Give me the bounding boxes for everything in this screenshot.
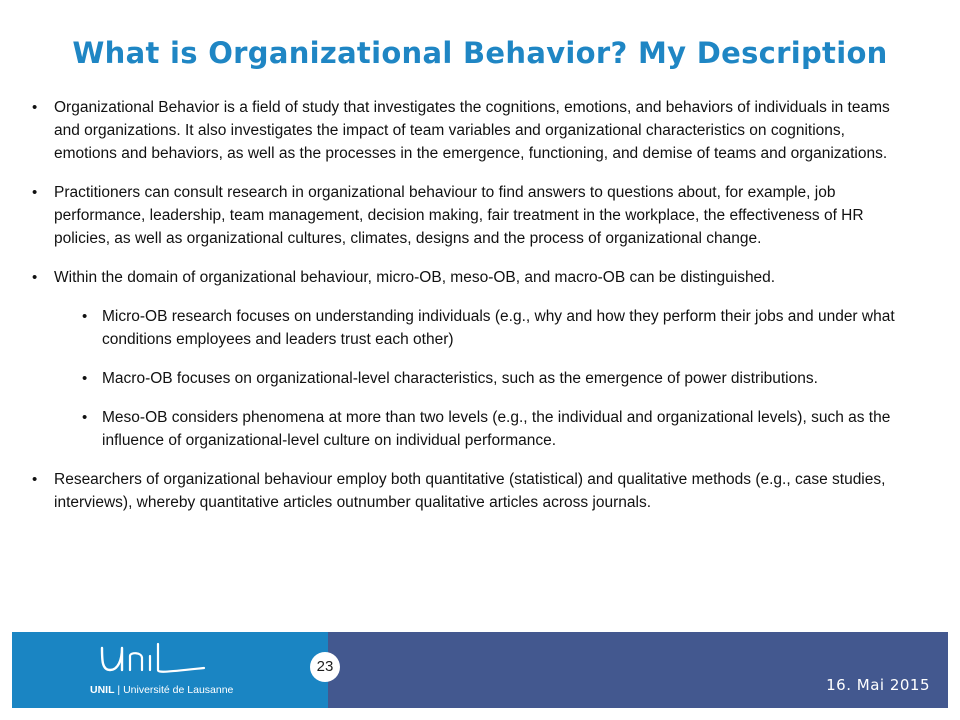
bullet-ob-definition (30, 96, 910, 165)
bullet-marker: • (82, 409, 88, 426)
sub-bullet-meso-ob (80, 406, 910, 452)
logo-org: UNIL (90, 684, 115, 696)
unil-wordmark-icon (96, 640, 206, 678)
bullet-text: Macro-OB focuses on organizational-level characteristics, such as the emergence of power distributions. (102, 370, 818, 387)
slide-title: What is Organizational Behavior? My Description (72, 36, 888, 70)
bullet-research-methods (30, 468, 910, 514)
sub-bullet-macro-ob (80, 367, 910, 390)
bullet-text: Meso-OB considers phenomena at more than two levels (e.g., the individual and organizational levels), such as the influence of organizational-level culture on individual performance. (102, 409, 891, 449)
bullet-marker: • (32, 99, 38, 116)
slide-body (30, 96, 910, 514)
bullet-ob-levels (30, 266, 910, 289)
bullet-marker: • (82, 308, 88, 325)
bullet-marker: • (32, 184, 38, 201)
unil-logo (96, 640, 206, 683)
slide-date: 16. Mai 2015 (826, 676, 930, 694)
bullet-text: Organizational Behavior is a field of study that investigates the cognitions, emotions, and behaviors of individuals in teams and organizations. It also investigates the impact of team variables and organizational characteristics on cognitions, emotions and behaviors, as well as the processes in the emergence, functioning, and demise of teams and organizations. (54, 99, 890, 162)
bullet-text: Practitioners can consult research in organizational behaviour to find answers to questions about, for example, job performance, leadership, team management, decision making, fair treatment in the workplace, the effectiveness of HR policies, as well as organizational cultures, climates, designs and the process of organizational change. (54, 184, 864, 247)
university-name (90, 684, 233, 696)
bullet-text: Micro-OB research focuses on understanding individuals (e.g., why and how they perform their jobs and under what conditions employees and leaders trust each other) (102, 308, 895, 348)
logo-separator: | (117, 684, 121, 696)
footer-bar (328, 632, 948, 708)
page-number: 23 (310, 652, 340, 682)
bullet-marker: • (32, 269, 38, 286)
bullet-marker: • (82, 370, 88, 387)
logo-full-name: Université de Lausanne (123, 684, 234, 696)
bullet-marker: • (32, 471, 38, 488)
bullet-practitioners (30, 181, 910, 250)
bullet-text: Within the domain of organizational behaviour, micro-OB, meso-OB, and macro-OB can be distinguished. (54, 269, 776, 286)
sub-bullet-micro-ob (80, 305, 910, 351)
bullet-text: Researchers of organizational behaviour employ both quantitative (statistical) and qualitative methods (e.g., case studies, interviews), whereby quantitative articles outnumber qualitative articles across journals. (54, 471, 886, 511)
